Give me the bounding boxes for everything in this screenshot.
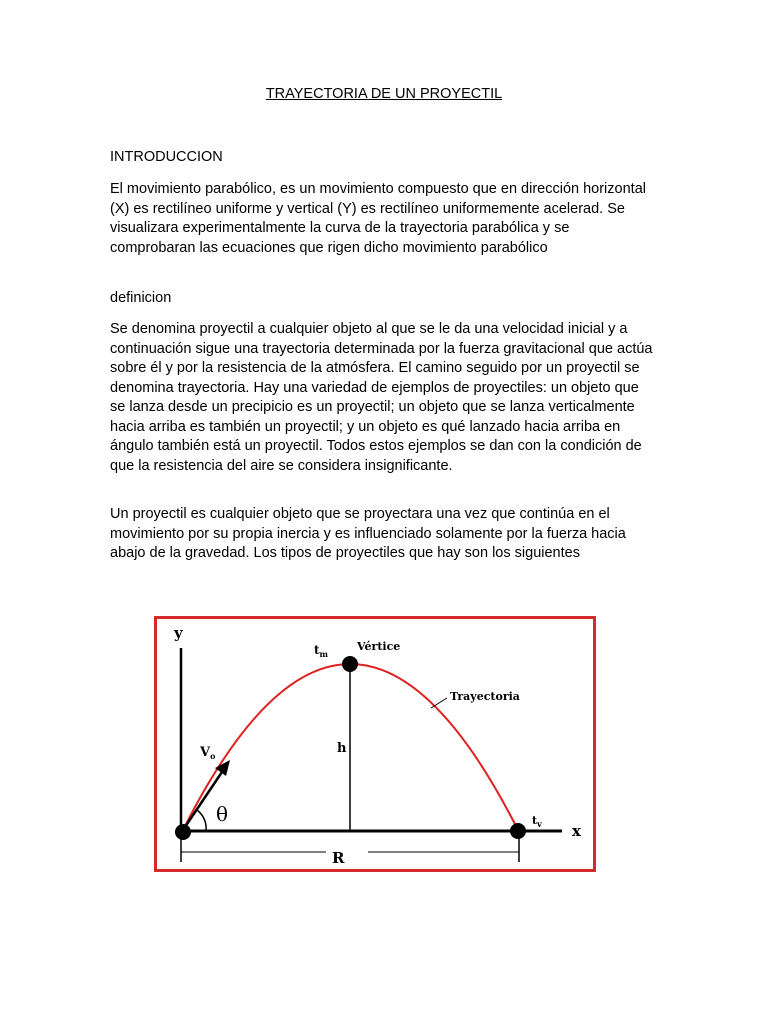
introduction-paragraph: El movimiento parabólico, es un movimiento compuesto que en dirección horizontal (X) es rectilíneo uniforme y vertical (Y) es rectilíneo uniformemente acelerad. Se visualizara experimentalmente la curva de la trayectoria parabólica y se comprobaran las ecuaciones que rigen dicho movimiento parabólico xyxy=(110,181,646,256)
v0-label: $V_o$ xyxy=(200,745,216,761)
vertex-label: Vértice xyxy=(357,640,401,653)
definition-paragraph: Se denomina proyectil a cualquier objeto al que se le da una velocidad inicial y a continuación sigue una trayectoria determinada por la fuerza gravitacional que actúa sobre él y por la resistencia de la atmósfera. El camino seguido por un proyectil se denomina trayectoria. Hay una variedad de ejemplos de proyectiles: un objeto que se lanza desde un precipicio es un proyectil; un objeto que se lanza verticalmente hacia arriba es también un proyectil; y un objeto es qué lanzado hacia arriba en ángulo también está un proyectil. Todos estos ejemplos se dan con la condición de que la resistencia del aire se considera insignificante. xyxy=(110,321,653,474)
range-label: R xyxy=(332,849,345,867)
trajectory-diagram xyxy=(154,616,596,872)
x-axis-label: x xyxy=(572,822,581,840)
landing-point xyxy=(510,823,526,839)
document-title: TRAYECTORIA DE UN PROYECTIL xyxy=(265,86,503,102)
y-axis-label: y xyxy=(174,624,183,642)
introduction-heading: INTRODUCCION xyxy=(110,149,223,165)
trajectory-figure xyxy=(154,616,596,872)
tm-label: $t_m$ xyxy=(314,643,329,659)
trajectory-label: Trayectoria xyxy=(450,690,520,703)
tv-label: $t_v$ xyxy=(532,814,542,829)
figure-frame xyxy=(156,618,595,871)
projectile-paragraph: Un proyectil es cualquier objeto que se proyectara una vez que continúa en el movimiento por su propia inercia y es influenciado solamente por la fuerza hacia abajo de la gravedad. Los tipos de proyectiles que hay son los siguientes xyxy=(110,506,626,561)
launch-point xyxy=(175,824,191,840)
vertex-point xyxy=(342,656,358,672)
theta-label: θ xyxy=(216,802,229,826)
height-label: h xyxy=(337,741,347,756)
definition-heading: definicion xyxy=(110,290,172,306)
